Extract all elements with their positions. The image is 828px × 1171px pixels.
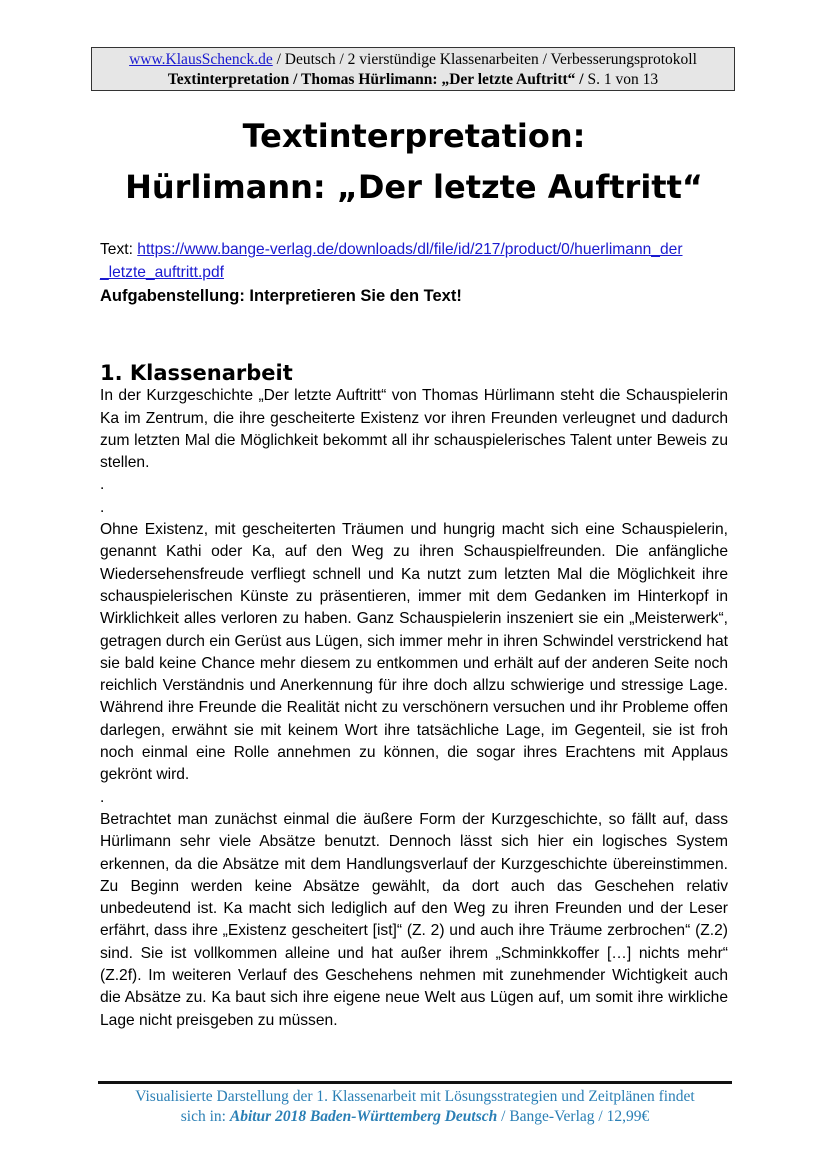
page-header bbox=[91, 47, 735, 91]
header-path: / Deutsch / 2 vierstündige Klassenarbeiten / Verbesserungsprotokoll bbox=[272, 51, 697, 68]
header-doc-title: Textinterpretation / Thomas Hürlimann: „Der letzte Auftritt“ / bbox=[167, 71, 584, 88]
separator-dot: . bbox=[100, 476, 105, 494]
footer-line-1: Visualisierte Darstellung der 1. Klassenarbeit mit Lösungsstrategien und Zeitplänen findet bbox=[135, 1088, 695, 1105]
footer-prefix: sich in: bbox=[180, 1108, 230, 1125]
task-statement: Aufgabenstellung: Interpretieren Sie den Text! bbox=[100, 287, 462, 305]
separator-dot: . bbox=[100, 498, 105, 516]
book-title: Abitur 2018 Baden-Württemberg Deutsch bbox=[229, 1108, 498, 1125]
page-number: S. 1 von 13 bbox=[583, 71, 659, 88]
site-link[interactable]: www.KlausSchenck.de bbox=[129, 51, 273, 68]
section-klassenarbeit bbox=[100, 362, 728, 1032]
source-label: Text: bbox=[100, 241, 138, 258]
paragraph: Ohne Existenz, mit gescheiterten Träumen und hungrig macht sich eine Schauspielerin, genannt Kathi oder Ka, auf den Weg zu ihren Schauspielfreunden. Die anfängliche Wiedersehensfreude verfliegt schnell und Ka nutzt zum letzten Mal die Möglichkeit ihre schauspielerischen Künste zu präsentieren, immer mit dem Gedanken im Hinterkopf in Wirklichkeit alles verloren zu haben. Ganz Schauspielerin inszeniert sie ein „Meisterwerk“, getragen durch ein Gerüst aus Lügen, sich immer mehr in ihren Schwindel verstrickend hat sie bald keine Chance mehr diesem zu entkommen und erhält auf der anderen Seite noch reichlich Verständnis und Anerkennung für ihre doch allzu schwierige und stressige Lage. Während ihre Freunde die Realität nicht zu verschönern versuchen und ihr Probleme offen darlegen, erwähnt sie mit keinem Wort ihre tatsächliche Lage, im Gegenteil, sie ist froh noch einmal eine Rolle annehmen zu können, die sogar ihres Erachtens mit Applaus gekrönt wird. bbox=[100, 521, 728, 784]
paragraph: Betrachtet man zunächst einmal die äußere Form der Kurzgeschichte, so fällt auf, dass Hürlimann sehr viele Absätze benutzt. Dennoch lässt sich hier ein logisches System erkennen, da die Absätze mit dem Handlungsverlauf der Kurzgeschichte übereinstimmen. Zu Beginn werden keine Absätze gewählt, da dort auch das Geschehen relativ unbedeutend ist. Ka macht sich lediglich auf den Weg zu ihren Freunden und der Leser erfährt, dass ihre „Existenz gescheitert [ist]“ (Z. 2) und auch ihre Träume zerbrochen“ (Z.2) sind. Sie ist vollkommen alleine und hat außer ihrem „Schminkkoffer […] nichts mehr“ (Z.2f). Im weiteren Verlauf des Geschehens nehmen mit zunehmender Wichtigkeit auch die Absätze zu. Ka baut sich ihre eigene neue Welt aus Lügen auf, um somit ihre wirkliche Lage nicht preisgeben zu müssen. bbox=[100, 810, 728, 1029]
footer-publisher: / Bange-Verlag / 12,99€ bbox=[497, 1108, 650, 1125]
title-line-1: Textinterpretation: bbox=[242, 117, 586, 155]
page-footer bbox=[98, 1081, 732, 1127]
paragraph: In der Kurzgeschichte „Der letzte Auftritt“ von Thomas Hürlimann steht die Schauspielerin Ka im Zentrum, die ihre gescheiterte Existenz vor ihren Freunden verleugnet und dadurch zum letzten Mal die Möglichkeit bekommt all ihr schauspielerisches Talent unter Beweis zu stellen. bbox=[100, 387, 728, 472]
source-link[interactable]: https://www.bange-verlag.de/downloads/dl/file/id/217/product/0/huerlimann_der_letzte_auftritt.pdf bbox=[100, 241, 683, 281]
source-block bbox=[100, 238, 728, 307]
title-line-2: Hürlimann: „Der letzte Auftritt“ bbox=[125, 168, 703, 206]
separator-dot: . bbox=[100, 788, 105, 806]
section-heading: 1. Klassenarbeit bbox=[100, 361, 293, 385]
